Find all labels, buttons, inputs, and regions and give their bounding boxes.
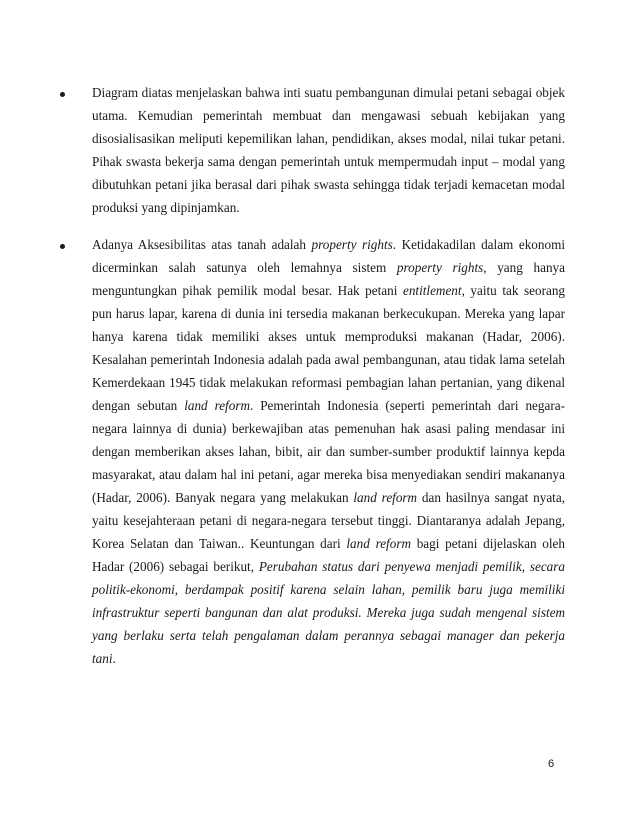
bullet-item-2	[60, 233, 565, 670]
italic-text-run: land reform	[353, 490, 418, 506]
text-run: . Ketidakadilan dalam ekonomi dicerminkan salah satunya oleh lemahnya sistem	[92, 237, 565, 276]
bullet-item-1	[60, 81, 565, 219]
italic-text-run: property rights	[311, 237, 393, 253]
text-run: , yang hanya menguntungkan pihak pemilik modal besar. Hak petani	[92, 260, 565, 299]
text-run: , yaitu tak seorang pun harus lapar, karena di dunia ini tersedia makanan berkecukupan. Mereka yang lapar hanya karena tidak memiliki akses untuk memproduksi makanan (Hadar, 2006). Kesalahan pemerintah Indonesia adalah pada awal pembangunan, atau tidak lama setelah Kemerdekaan 1945 tidak melakukan reformasi pembagian lahan pertanian, yang dikenal dengan sebutan	[92, 283, 566, 414]
paragraph-2	[92, 233, 565, 670]
bullet-list	[60, 68, 565, 684]
italic-text-run: land reform	[346, 536, 411, 552]
bullet-icon	[60, 92, 65, 97]
text-run: bagi petani dijelaskan oleh Hadar (2006) sebagai berikut,	[92, 536, 565, 575]
bullet-icon	[60, 244, 65, 249]
italic-text-run: entitlement	[402, 283, 462, 299]
italic-text-run: property rights	[396, 260, 484, 276]
text-run: dan hasilnya sangat nyata, yaitu kesejahteraan petani di negara-negara tersebut tinggi. Diantaranya adalah Jepang, Korea Selatan dan Taiwan.. Keuntungan dari	[92, 490, 565, 552]
italic-text-run: land reform	[184, 398, 250, 414]
paragraph-1	[92, 81, 565, 219]
italic-text-run: Perubahan status dari penyewa menjadi pemilik, secara politik-ekonomi, berdampak positif karena selain lahan, pemilik baru juga memiliki infrastruktur seperti bangunan dan alat produksi. Mereka juga sudah mengenal sistem yang berlaku serta telah pengalaman dalam perannya sebagai manager dan pekerja tani	[92, 559, 565, 667]
text-run: . Pemerintah Indonesia (seperti pemerintah dari negara-negara lainnya di dunia) berkewajiban atas pemenuhan hak asasi paling mendasar ini dengan memberikan akses lahan, bibit, air dan sumber-sumber produktif lainnya kepda masyarakat, atau dalam hal ini petani, agar mereka bisa menyediakan sendiri makananya (Hadar, 2006). Banyak negara yang melakukan	[92, 398, 565, 506]
text-run: .	[112, 651, 116, 667]
text-run: Adanya Aksesibilitas atas tanah adalah	[92, 237, 312, 253]
text-run: Diagram diatas menjelaskan bahwa inti suatu pembangunan dimulai petani sebagai objek utama. Kemudian pemerintah membuat dan mengawasi sebuah kebijakan yang disosialisasikan meliputi kepemilikan lahan, pendidikan, akses modal, nilai tukar petani. Pihak swasta bekerja sama dengan pemerintah untuk mempermudah input – modal yang dibutuhkan petani jika berasal dari pihak swasta sehingga tidak terjadi kemacetan modal produksi yang dipinjamkan.	[92, 85, 565, 216]
page-number: 6	[548, 758, 555, 770]
